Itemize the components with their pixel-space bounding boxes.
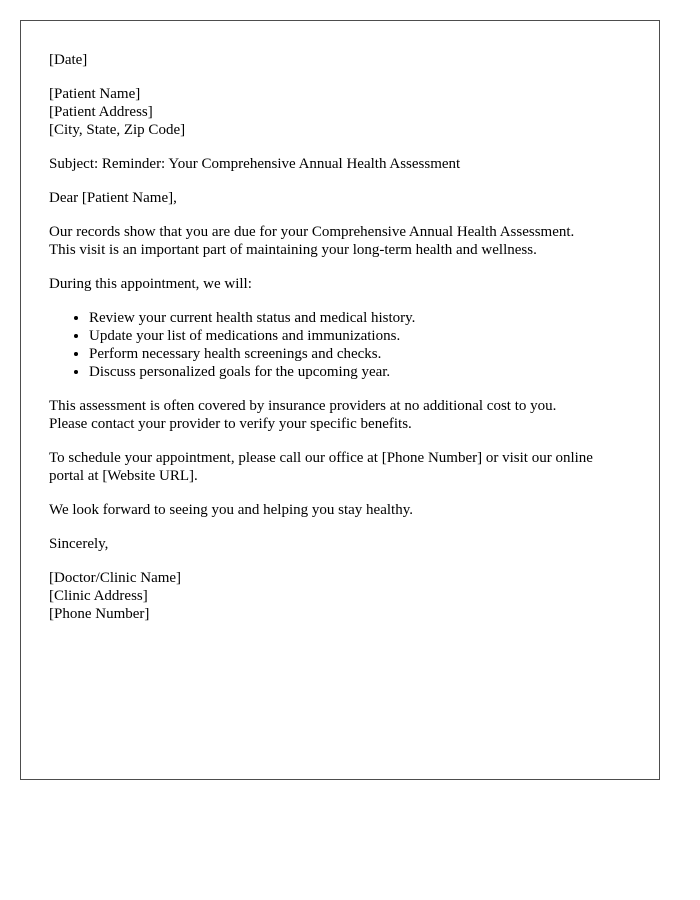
sender-address: [Clinic Address] xyxy=(49,588,148,604)
sign-off: Sincerely, xyxy=(49,536,109,552)
appointment-list xyxy=(49,309,631,381)
letter-date: [Date] xyxy=(49,52,88,68)
intro-line: This visit is an important part of maintaining your long-term health and wellness. xyxy=(49,242,537,258)
recipient-name: [Patient Name] xyxy=(49,86,141,102)
list-item: • Perform necessary health screenings and checks. xyxy=(89,345,631,363)
insurance-paragraph xyxy=(49,397,631,433)
intro-paragraph xyxy=(49,223,631,259)
list-item: • Update your list of medications and immunizations. xyxy=(89,327,631,345)
sender-phone: [Phone Number] xyxy=(49,606,150,622)
letter-salutation: Dear [Patient Name], xyxy=(49,190,177,206)
letter-page xyxy=(20,20,660,780)
schedule-paragraph xyxy=(49,449,631,485)
insurance-line: Please contact your provider to verify your specific benefits. xyxy=(49,416,412,432)
closing-statement: We look forward to seeing you and helping you stay healthy. xyxy=(49,502,413,518)
intro-line: Our records show that you are due for your Comprehensive Annual Health Assessment. xyxy=(49,224,575,240)
recipient-address: [Patient Address] xyxy=(49,104,153,120)
letter-subject: Subject: Reminder: Your Comprehensive Annual Health Assessment xyxy=(49,156,461,172)
schedule-line: To schedule your appointment, please call our office at [Phone Number] or visit our online xyxy=(49,450,593,466)
list-item: • Review your current health status and medical history. xyxy=(89,309,631,327)
list-intro: During this appointment, we will: xyxy=(49,276,252,292)
list-item: • Discuss personalized goals for the upcoming year. xyxy=(89,363,631,381)
sender-name: [Doctor/Clinic Name] xyxy=(49,570,182,586)
recipient-city-state-zip: [City, State, Zip Code] xyxy=(49,122,186,138)
recipient-block xyxy=(49,85,631,139)
insurance-line: This assessment is often covered by insurance providers at no additional cost to you. xyxy=(49,398,557,414)
sender-block xyxy=(49,569,631,623)
schedule-line: portal at [Website URL]. xyxy=(49,468,198,484)
